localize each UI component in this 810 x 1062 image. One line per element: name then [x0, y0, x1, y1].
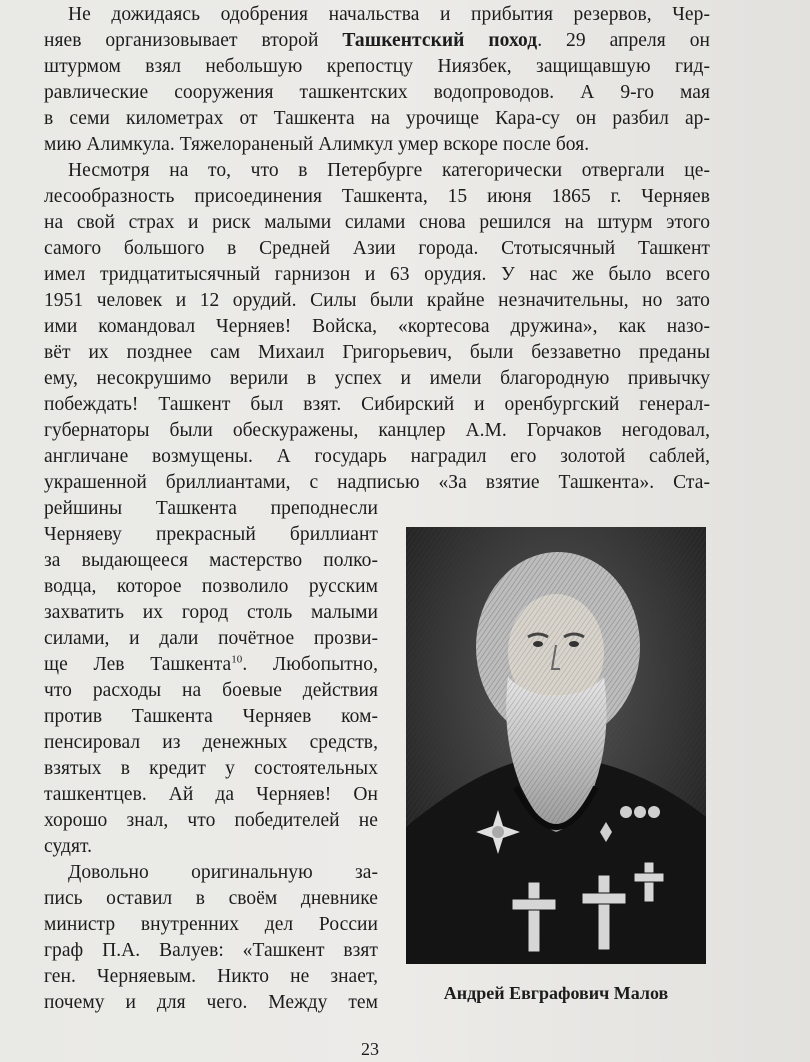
page-number: 23 — [361, 1039, 379, 1059]
text-line: хорошо знал, что победителей не — [44, 810, 378, 831]
footnote-ref: 10 — [231, 653, 243, 666]
text-line: пенсировал из денежных средств, — [44, 732, 378, 753]
text-line: няев организовывает второй Ташкентский поход. 29 апреля он — [44, 30, 711, 51]
text-line: судят. — [44, 836, 93, 857]
text-line: англичане возмущены. А государь наградил его золотой саблей, — [44, 446, 710, 467]
text-line: Черняеву прекрасный бриллиант — [44, 524, 378, 545]
text-line: что расходы на боевые действия — [44, 680, 378, 701]
text-line: Довольно оригинальную за- — [68, 862, 378, 883]
text-line: вёт их позднее сам Михаил Григорьевич, были беззаветно преданы — [44, 342, 710, 363]
text-line: на свой страх и риск малыми силами снова решился на штурм этого — [44, 212, 710, 233]
text-line: ему, несокрушимо верили в успех и имели благородную привычку — [44, 368, 710, 389]
text-line: равлические сооружения ташкентских водопроводов. А 9-го мая — [44, 82, 710, 103]
text-line: почему и для чего. Между тем — [44, 992, 378, 1013]
text-line: пись оставил в своём дневнике — [44, 888, 378, 909]
text-line: водца, которое позволило русским — [44, 576, 378, 597]
text-line: 1951 человек и 12 орудий. Силы были крайне незначительны, но зато — [44, 290, 710, 311]
text-line: украшенной бриллиантами, с надписью «За взятие Ташкента». Ста- — [44, 472, 710, 493]
text-line: ими командовал Черняев! Войска, «кортесова дружина», как назо- — [44, 316, 710, 337]
bold-term: Ташкентский поход — [342, 30, 538, 51]
text-line: ще Лев Ташкента$^{10}$. Любопытно, — [44, 653, 379, 675]
text-line: ген. Черняевым. Никто не знает, — [44, 966, 378, 987]
text-line: побеждать! Ташкент был взят. Сибирский и оренбургский генерал- — [44, 394, 710, 415]
text-line: взятых в кредит у состоятельных — [44, 758, 378, 779]
text-line: штурмом взял небольшую крепостцу Ниязбек, защищавшую гид- — [44, 56, 710, 77]
text-line: силами, и дали почётное прозви- — [44, 628, 378, 649]
text-line: граф П.А. Валуев: «Ташкент взят — [44, 940, 378, 961]
text-line: Не дожидаясь одобрения начальства и прибытия резервов, Чер- — [68, 4, 710, 25]
text-line: рейшины Ташкента преподнесли — [44, 498, 378, 519]
text-line: захватить их город столь малыми — [44, 602, 378, 623]
portrait-engraving-image — [406, 527, 706, 964]
portrait-engraving-icon — [406, 527, 706, 964]
text-line: имел тридцатитысячный гарнизон и 63 орудия. У нас же было всего — [44, 264, 710, 285]
text-line: мию Алимкула. Тяжелораненый Алимкул умер вскоре после боя. — [44, 134, 590, 155]
text-line: в семи километрах от Ташкента на урочище Кара-су он разбил ар- — [44, 108, 710, 129]
text-line: против Ташкента Черняев ком- — [44, 706, 378, 727]
text-line: губернаторы были обескуражены, канцлер А.М. Горчаков негодовал, — [44, 420, 710, 441]
text-line: лесообразность присоединения Ташкента, 15 июня 1865 г. Черняев — [44, 186, 710, 207]
text-line: Несмотря на то, что в Петербурге категорически отвергали це- — [68, 160, 710, 181]
figure-caption: Андрей Евграфович Малов — [443, 983, 669, 1003]
text-line: ташкентцев. Ай да Черняев! Он — [44, 784, 378, 805]
text-line: за выдающееся мастерство полко- — [44, 550, 378, 571]
text-line: министр внутренних дел России — [44, 914, 378, 935]
text-line: самого большого в Средней Азии города. Стотысячный Ташкент — [44, 238, 710, 259]
